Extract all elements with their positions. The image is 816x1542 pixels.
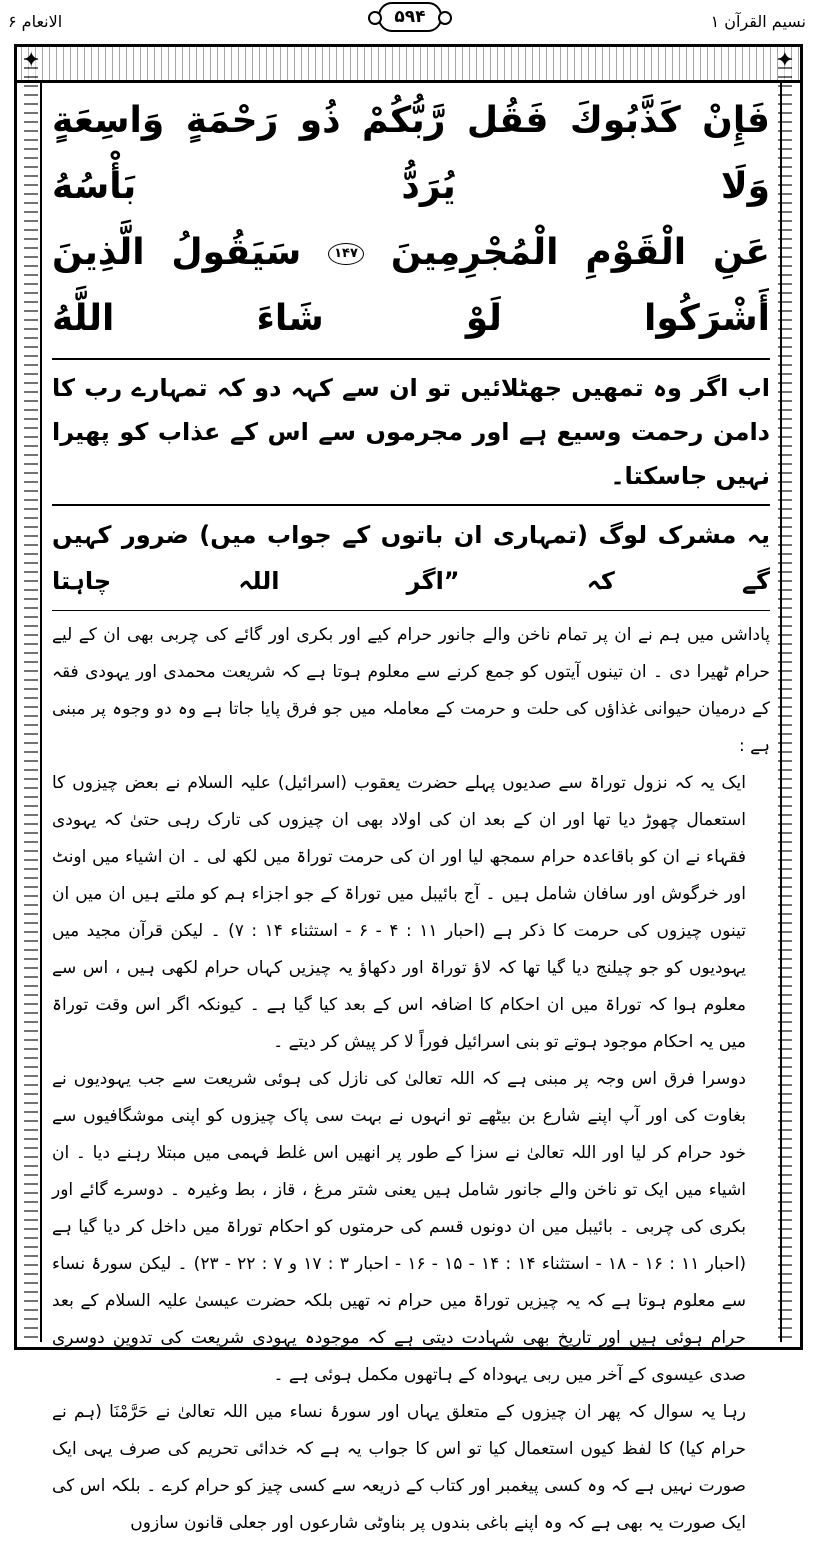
- divider: [52, 358, 770, 360]
- page-header: [0, 0, 816, 40]
- arabic-verse-line-2: [52, 220, 770, 352]
- commentary-paragraph: پاداشں میں ہم نے ان پر تمام ناخن والے جانور حرام کیے اور بکری اور گائے کی چربی بھی ان کے لیے حرام ٹھیرا دی ۔ ان تینوں آیتوں کو جمع کرنے سے معلوم ہوتا ہے کہ شریعت محمدی اور یہودی فقہ کے درمیان حیوانی غذاؤں کی حلت و حرمت کے معاملہ میں جو فرق پایا جاتا ہے وہ دو وجوہ پر مبنی ہے :: [52, 625, 770, 756]
- corner-ornament-icon: ✦: [775, 48, 794, 73]
- content-column: [52, 88, 770, 1542]
- corner-ornament-icon: ✦: [22, 48, 41, 73]
- surah-name: الانعام ۶: [8, 12, 63, 31]
- top-rule: [14, 80, 803, 83]
- commentary-paragraph: دوسرا فرق اس وجہ پر مبنی ہے کہ اللہ تعالیٰ کی نازل کی ہوئی شریعت سے جب یہودیوں نے بغاوت کی اور آپ اپنے شارع بن بیٹھے تو انہوں نے بہت سی پاک چیزوں کو اپنی موشگافیوں سے خود حرام کر لیا اور اللہ تعالیٰ نے سزا کے طور پر انھیں اس غلط فہمی میں مبتلا رہنے دیا ۔ ان اشیاء میں ایک تو ناخن والے جانور شامل ہیں یعنی شتر مرغ ، قاز ، بط وغیرہ ۔ دوسرے گائے اور بکری کی چربی ۔ بائیبل میں ان دونوں قسم کی حرمتوں کو احکام توراۃ میں داخل کر دیا گیا ہے (احبار ۱۱ : ۱۶ - ۱۸ - استثناء ۱۴ : ۱۴ - ۱۵ - ۱۶ - احبار ۳ : ۱۷ و ۷ : ۲۲ - ۲۳) ۔ لیکن سورۂ نساء سے معلوم ہوتا ہے کہ یہ چیزیں توراۃ میں حرام نہ تھیں بلکہ حضرت عیسیٰ علیہ السلام کے بعد حرام ہوئی ہیں اور تاریخ بھی شہادت دیتی ہے کہ موجودہ یہودی شریعت کی تدوین دوسری صدی عیسوی کے آخر میں ربی یہوداہ کے ہاتھوں مکمل ہوئی ہے ۔: [52, 1069, 746, 1385]
- page-number-badge: ۵۹۴: [378, 2, 442, 32]
- book-title: نسیم القرآن ۱: [710, 12, 806, 31]
- urdu-translation: اب اگر وہ تمھیں جھٹلائیں تو ان سے کہہ دو کہ تمہارے رب کا دامن رحمت وسیع ہے اور مجرموں سے اس کے عذاب کو پھیرا نہیں جاسکتا۔: [52, 374, 770, 490]
- arabic-verse-segment: عَنِ الْقَوْمِ الْمُجْرِمِينَ: [390, 232, 770, 273]
- ayah-number-marker: ۱۴۷: [328, 243, 364, 265]
- arabic-verse-segment: سَيَقُولُ الَّذِينَ أَشْرَكُوا لَوْ شَاءَ اللَّهُ: [52, 232, 770, 339]
- divider: [52, 504, 770, 506]
- commentary-paragraph: ایک یہ کہ نزول توراۃ سے صدیوں پہلے حضرت یعقوب (اسرائیل) علیہ السلام نے بعض چیزوں کا استعمال چھوڑ دیا تھا اور ان کے بعد ان کی اولاد بھی ان چیزوں کی تارک رہی حتیٰ کہ یہودی فقہاء نے ان کو باقاعدہ حرام سمجھ لیا اور ان کی حرمت توراۃ میں لکھ لی ۔ ان اشیاء میں اونٹ اور خرگوش اور سافان شامل ہیں ۔ آج بائیبل میں توراۃ کے جو اجزاء ہم کو ملتے ہیں ان میں ان تینوں چیزوں کی حرمت کا ذکر ہے (احبار ۱۱ : ۴ - ۶ - استثناء ۱۴ : ۷) ۔ لیکن قرآن مجید میں یہودیوں کو جو چیلنج دیا گیا تھا کہ لاؤ توراۃ اور دکھاؤ یہ چیزیں کہاں حرام لکھی ہیں ، اس سے معلوم ہوا کہ توراۃ میں ان احکام کا اضافہ اس کے بعد کیا گیا ہے ۔ کیونکہ اگر اس وقت توراۃ میں یہ احکام موجود ہوتے تو بنی اسرائیل فوراً لا کر پیش کر دیتے ۔: [52, 773, 746, 1052]
- commentary-paragraph: رہا یہ سوال کہ پھر ان چیزوں کے متعلق یہاں اور سورۂ نساء میں اللہ تعالیٰ نے حَرَّمْنَا (ہم نے حرام کیا) کا لفظ کیوں استعمال کیا تو اس کا جواب یہ ہے کہ خدائی تحریم کی صرف یہی ایک صورت نہیں ہے کہ وہ کسی پیغمبر اور کتاب کے ذریعہ سے کسی چیز کو حرام کرے ۔ بلکہ اس کی ایک صورت یہ بھی ہے کہ وہ اپنے باغی بندوں پر بناوٹی شارعوں اور جعلی قانون سازوں: [52, 1402, 746, 1533]
- arabic-verse-line-1: فَإِنْ كَذَّبُوكَ فَقُل رَّبُّكُمْ ذُو رَحْمَةٍ وَاسِعَةٍ وَلَا يُرَدُّ بَأْسُهُ: [52, 100, 770, 207]
- left-pillar-ornament: [24, 58, 38, 1342]
- urdu-translation-next: یہ مشرک لوگ (تمہاری ان باتوں کے جواب میں) ضرور کہیں گے کہ ”اگر اللہ چاہتا: [52, 521, 770, 595]
- commentary: [52, 617, 770, 1542]
- divider: [52, 610, 770, 611]
